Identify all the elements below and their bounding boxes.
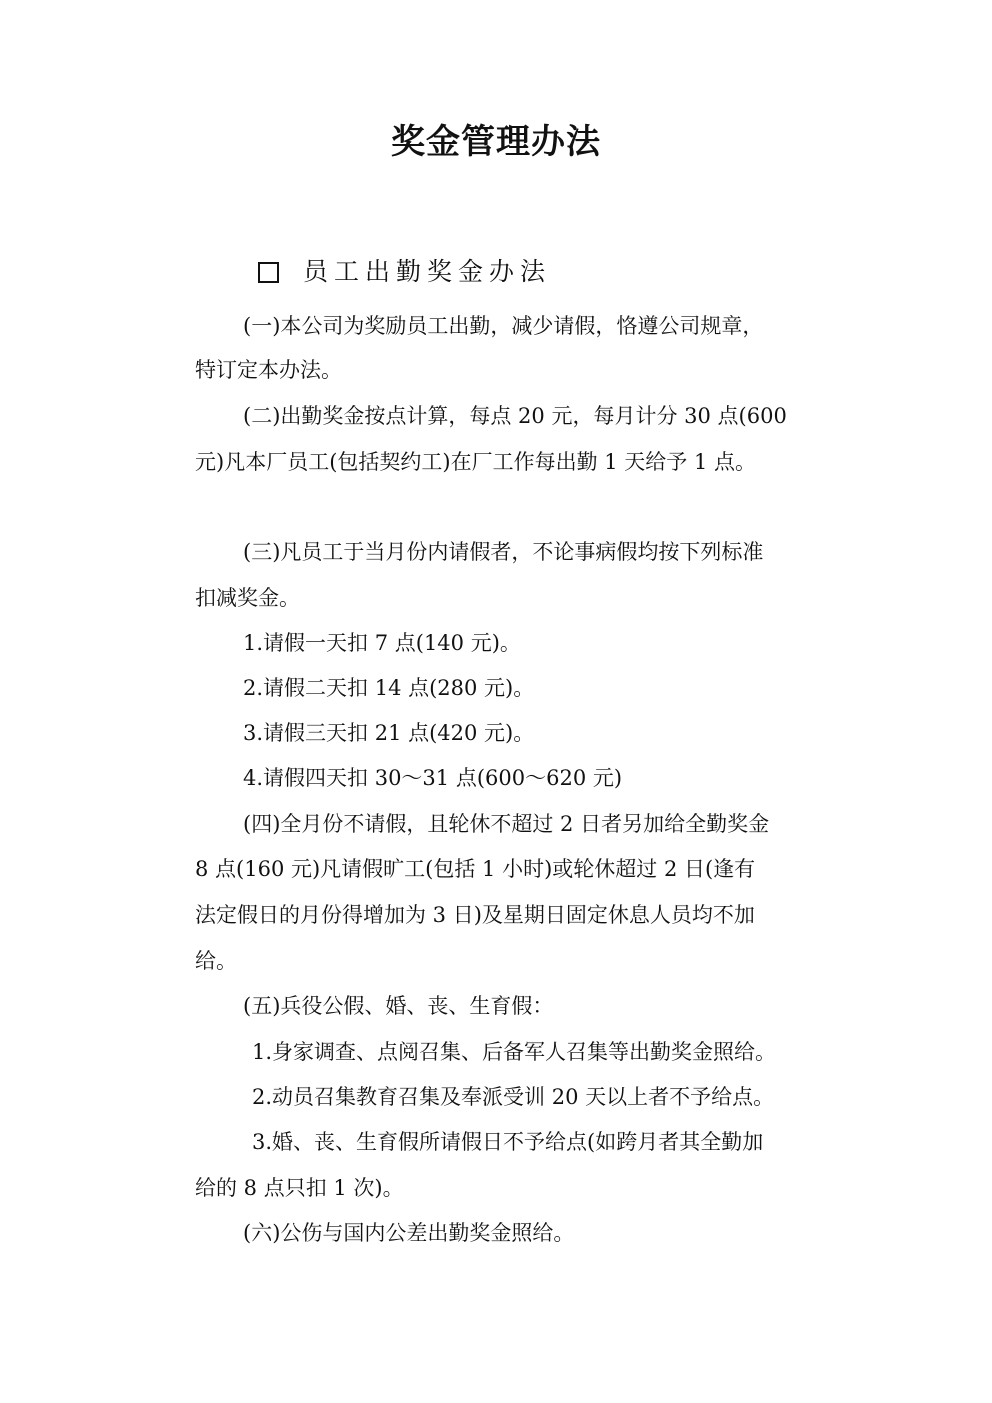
- paragraph-line: 扣减奖金。: [195, 586, 300, 610]
- list-item: 给的 8 点只扣 1 次)。: [195, 1176, 404, 1200]
- list-item: 4.请假四天扣 30～31 点(600～620 元): [243, 766, 623, 790]
- paragraph-line: 元)凡本厂员工(包括契约工)在厂工作每出勤 1 天给予 1 点。: [195, 450, 756, 474]
- list-item: 3.请假三天扣 21 点(420 元)。: [243, 721, 535, 745]
- list-item: 1.请假一天扣 7 点(140 元)。: [243, 631, 521, 655]
- paragraph-line: (五)兵役公假、婚、丧、生育假：: [243, 994, 554, 1018]
- paragraph-line: (四)全月份不请假，且轮休不超过 2 日者另加给全勤奖金: [243, 812, 770, 836]
- paragraph-line: (一)本公司为奖励员工出勤，减少请假，恪遵公司规章，: [243, 314, 764, 338]
- list-item: 2.请假二天扣 14 点(280 元)。: [243, 676, 535, 700]
- checkbox-icon: [258, 262, 279, 283]
- paragraph-line: (三)凡员工于当月份内请假者，不论事病假均按下列标准: [243, 540, 764, 564]
- paragraph-line: 法定假日的月份得增加为 3 日)及星期日固定休息人员均不加: [195, 903, 755, 927]
- list-item: 2.动员召集教育召集及奉派受训 20 天以上者不予给点。: [252, 1085, 775, 1109]
- section-heading: [258, 252, 551, 292]
- paragraph-line: (六)公伤与国内公差出勤奖金照给。: [243, 1221, 575, 1245]
- paragraph-line: 给。: [195, 949, 237, 973]
- paragraph-line: 特订定本办法。: [195, 358, 342, 382]
- paragraph-line: 8 点(160 元)凡请假旷工(包括 1 小时)或轮休超过 2 日(逢有: [195, 857, 756, 881]
- list-item: 3.婚、丧、生育假所请假日不予给点(如跨月者其全勤加: [252, 1130, 764, 1154]
- paragraph-line: (二)出勤奖金按点计算，每点 20 元，每月计分 30 点(600: [243, 404, 787, 428]
- section-heading-label: 员工出勤奖金办法: [303, 257, 552, 286]
- document-title: 奖金管理办法: [391, 122, 601, 162]
- list-item: 1.身家调查、点阅召集、后备军人召集等出勤奖金照给。: [252, 1040, 777, 1064]
